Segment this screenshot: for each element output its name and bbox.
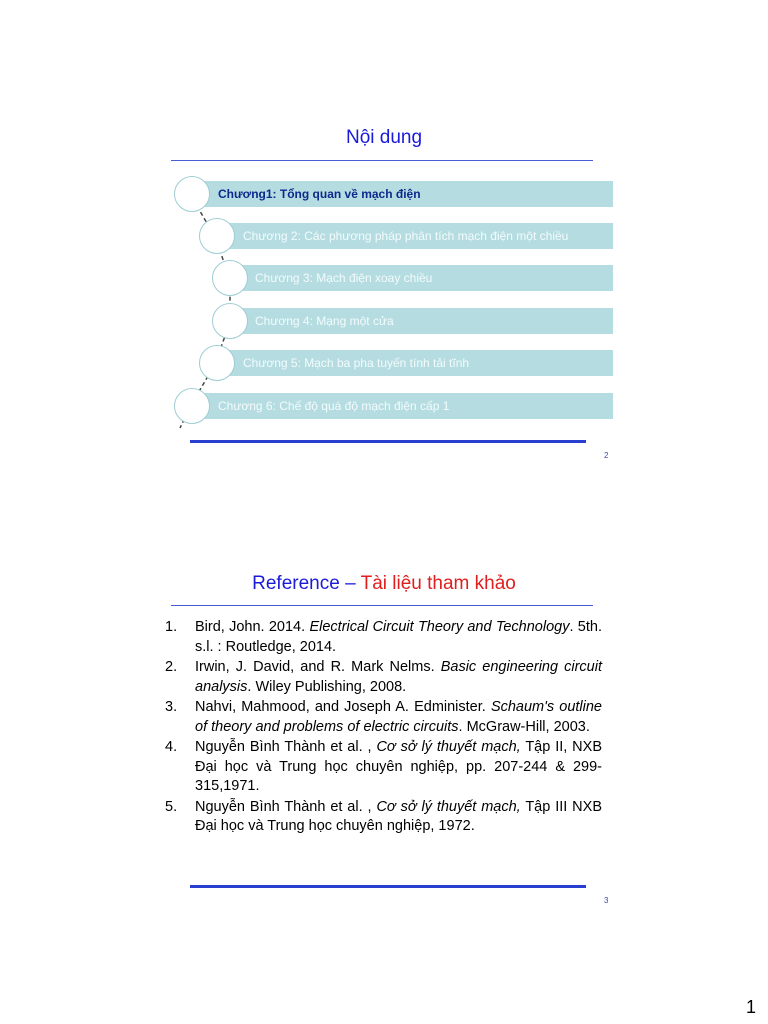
reference-text: Nahvi, Mahmood, and Joseph A. Edminister.: [195, 699, 491, 715]
chapter-item-3[interactable]: [229, 265, 613, 291]
slide2-number: 3: [604, 896, 609, 905]
slide2-title-rule: [171, 605, 593, 606]
chapter-item-5[interactable]: [215, 350, 613, 376]
reference-number: 3.: [165, 699, 178, 715]
chapter-label: Chương 3: Mạch điện xoay chiều: [255, 271, 433, 285]
reference-item: [165, 798, 602, 837]
slide2-title: [0, 573, 768, 595]
chapter-item-2[interactable]: [215, 223, 613, 249]
chapter-item-6[interactable]: [190, 393, 613, 419]
chapter-label: Chương 5: Mạch ba pha tuyến tính tải tĩnh: [243, 356, 470, 370]
reference-text: Nguyễn Bình Thành et al. ,: [195, 739, 377, 755]
page-number: 1: [745, 997, 756, 1017]
reference-text: Irwin, J. David, and R. Mark Nelms.: [195, 659, 441, 675]
reference-text: Nguyễn Bình Thành et al. ,: [195, 798, 377, 815]
reference-text: Tập II, NXB Đại học và Trung học chuyên nghiệp, pp. 207-244 & 299-315,1971.: [195, 739, 602, 794]
reference-list: [165, 618, 602, 838]
reference-title: Basic engineering circuit analysis: [195, 659, 602, 695]
reference-title: Electrical Circuit Theory and Technology: [309, 619, 570, 635]
reference-number: 1.: [165, 619, 178, 635]
chapter-bullet-circle: [199, 218, 235, 254]
reference-text: . Wiley Publishing, 2008.: [247, 678, 407, 695]
slide2-title-vi: Tài liệu tham khảo: [360, 573, 516, 594]
slide1-footer-rule: [190, 440, 586, 443]
chapter-bullet-circle: [199, 345, 235, 381]
chapter-bullet-circle: [174, 388, 210, 424]
reference-item: [165, 658, 602, 697]
reference-text: . 5th. s.l. : Routledge, 2014.: [195, 619, 602, 655]
reference-number: 2.: [165, 659, 178, 675]
chapter-bullet-circle: [174, 176, 210, 212]
reference-text: Tập III NXB Đại học và Trung học chuyên nghiệp, 1972.: [195, 798, 602, 834]
reference-item: [165, 738, 602, 797]
reference-title: Cơ sở lý thuyết mạch,: [376, 739, 521, 755]
chapter-item-4[interactable]: [229, 308, 613, 334]
chapter-label: Chương 4: Mạng một cửa: [255, 314, 394, 328]
reference-number: 5.: [165, 798, 178, 815]
chapter-bullet-circle: [212, 260, 248, 296]
chapter-bullet-circle: [212, 303, 248, 339]
chapter-item-1[interactable]: [190, 181, 613, 207]
reference-title: Cơ sở lý thuyết mạch,: [376, 798, 521, 815]
slide2-title-en: Reference –: [252, 573, 361, 594]
reference-item: [165, 618, 602, 657]
reference-text: Bird, John. 2014.: [195, 619, 310, 635]
reference-number: 4.: [165, 739, 178, 755]
slide1-number: 2: [604, 451, 609, 460]
chapter-label: Chương 6: Chế độ quá độ mạch điện cấp 1: [218, 399, 450, 413]
chapter-label: Chương1: Tổng quan về mạch điện: [218, 187, 421, 201]
reference-text: . McGraw-Hill, 2003.: [458, 718, 590, 735]
reference-title: Schaum's outline of theory and problems of electric circuits: [195, 699, 603, 735]
chapter-label: Chương 2: Các phương pháp phân tích mạch điện một chiều: [243, 229, 569, 243]
slide2-footer-rule: [190, 885, 586, 888]
reference-item: [165, 698, 602, 737]
slide1-title: Nội dung: [345, 127, 423, 148]
